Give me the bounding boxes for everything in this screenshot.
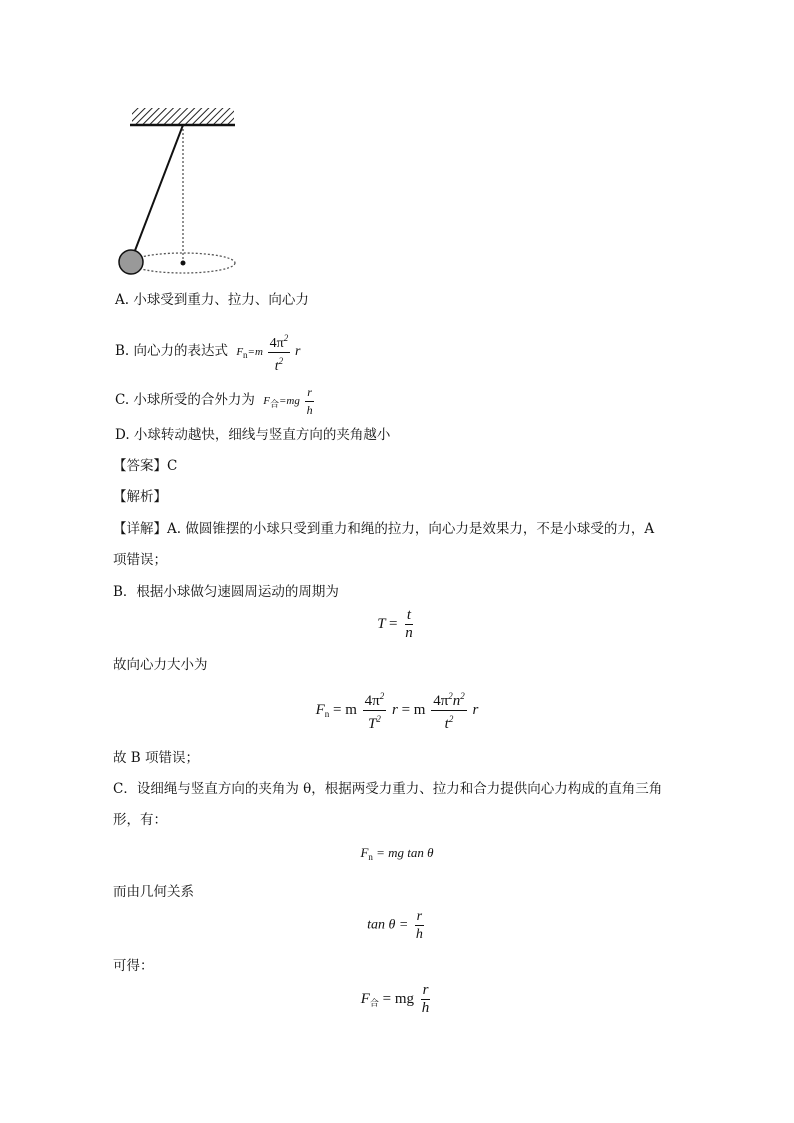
option-c-text: C. 小球所受的合外力为 (115, 392, 255, 408)
option-a: A. 小球受到重力、拉力、向心力 (115, 292, 309, 308)
option-b (115, 330, 300, 375)
analysis-heading: 【解析】 (113, 489, 167, 505)
center-dot (181, 261, 186, 266)
conical-pendulum-diagram (110, 100, 250, 280)
equation-period: T = $\frac{t}{n}$ (377, 607, 413, 641)
option-b-text: B. 向心力的表达式 (115, 343, 229, 360)
answer: 【答案】C (113, 458, 178, 474)
equation-tan-force: $F_n$ = mg tan θ (360, 845, 434, 862)
geometry-line: 而由几何关系 (113, 884, 194, 900)
string-line (131, 125, 183, 261)
option-d: D. 小球转动越快，细线与竖直方向的夹角越小 (115, 427, 391, 443)
equation-force: $F_n = m$ $\frac{4\pi^2}{T^2}$ r = m $\frac{4\pi^2n^2}{t^2}$ r (0, 688, 794, 733)
detail-line-2: 项错误； (113, 552, 167, 568)
so-line: 故向心力大小为 (113, 657, 208, 673)
equation-result: $F_合$ = mg $\frac{r}{h}$ (360, 982, 430, 1016)
c-explanation-2: 形，有： (113, 812, 167, 828)
get-line: 可得： (113, 958, 154, 974)
detail-line-1: 【详解】A. 做圆锥摆的小球只受到重力和绳的拉力，向心力是效果力，不是小球受的力，A (113, 521, 655, 537)
option-b-formula: $F_n=m$ $\frac{4\pi^2}{t^2}$ r (236, 346, 300, 358)
ball (119, 250, 143, 274)
b-wrong: 故 B 项错误； (113, 750, 200, 766)
ceiling-hatch (132, 108, 234, 124)
equation-tan: tan θ = $\frac{r}{h}$ (367, 909, 423, 942)
option-c-formula: $F_合=mg$ $\frac{r}{h}$ (263, 384, 313, 417)
c-explanation-1: C．设细绳与竖直方向的夹角为 θ，根据两受力重力、拉力和合力提供向心力构成的直角三角 (113, 781, 663, 797)
option-c (115, 382, 317, 422)
b-explanation: B．根据小球做匀速圆周运动的周期为 (113, 584, 339, 600)
